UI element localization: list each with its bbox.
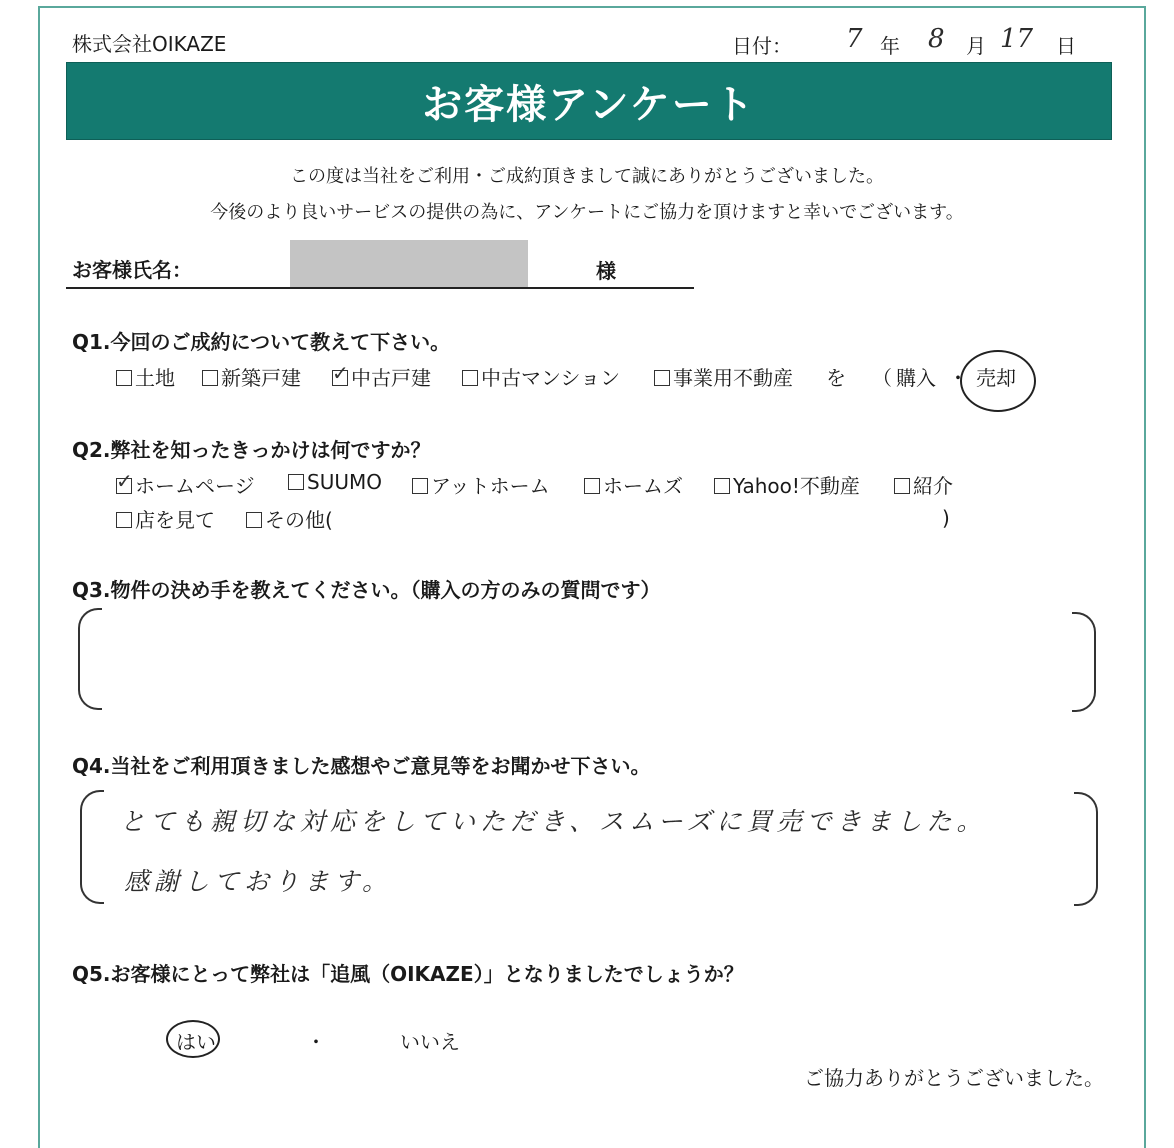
page-title: お客様アンケート — [422, 81, 756, 128]
q2-option-yahoo[interactable]: Yahoo!不動産 — [714, 470, 860, 499]
q2-option-store[interactable]: 店を見て — [116, 504, 215, 533]
q1-question: Q1.今回のご成約について教えて下さい。 — [72, 330, 451, 354]
date-year-unit: 年 — [880, 34, 900, 58]
checkbox[interactable] — [202, 370, 218, 386]
date-day-unit: 日 — [1056, 34, 1076, 58]
checkbox[interactable] — [462, 370, 478, 386]
q4-bracket-left — [80, 790, 104, 904]
q4-answer-line-1: とても親切な対応をしていただき、スムーズに買売できました。 — [120, 807, 987, 836]
q2-option-referral[interactable]: 紹介 — [894, 470, 953, 499]
q3-bracket-left — [78, 608, 102, 710]
q2-option-suumo[interactable]: SUUMO — [288, 470, 382, 494]
q1-sell[interactable]: 売却 — [976, 366, 1016, 390]
q1-buy[interactable]: 購入 — [896, 366, 936, 390]
date-month-value: 8 — [928, 24, 945, 54]
q4-question: Q4.当社をご利用頂きました感想やご意見等をお聞かせ下さい。 — [72, 754, 651, 778]
checkbox[interactable] — [116, 370, 132, 386]
q5-no[interactable]: いいえ — [400, 1030, 460, 1054]
q2-option-other[interactable]: その他( — [246, 504, 333, 533]
customer-name-suffix: 様 — [596, 259, 616, 283]
q1-separator: ・ — [948, 366, 968, 390]
date-year-value: 7 — [846, 24, 863, 54]
q4-bracket-right — [1074, 792, 1098, 906]
intro-line-2: 今後のより良いサービスの提供の為に、アンケートにご協力を頂けますと幸いでございます。 — [210, 202, 964, 223]
customer-name-redacted — [290, 240, 528, 288]
q5-yes-circle — [166, 1020, 220, 1058]
q3-bracket-right — [1072, 612, 1096, 712]
footer-thanks: ご協力ありがとうございました。 — [804, 1066, 1104, 1090]
date-month-unit: 月 — [966, 34, 986, 58]
q3-question: Q3.物件の決め手を教えてください。（購入の方のみの質問です） — [72, 578, 661, 602]
q2-other-close-paren: ) — [942, 506, 950, 530]
checkbox[interactable] — [116, 512, 132, 528]
q2-option-homepage[interactable]: ✓ ホームページ — [116, 469, 255, 498]
q5-separator: ・ — [306, 1030, 326, 1054]
q2-option-homes[interactable]: ホームズ — [584, 470, 683, 499]
q1-wo: を — [826, 366, 846, 390]
checkbox-checked[interactable] — [332, 361, 349, 386]
date-label: 日付： — [732, 34, 792, 58]
q1-sell-circle — [960, 350, 1036, 412]
q4-answer-line-2: 感謝しております。 — [124, 867, 393, 896]
checkmark-icon: ✓ — [332, 361, 349, 385]
q1-option-used-house[interactable]: ✓ 中古戸建 — [332, 361, 431, 390]
q1-open-paren: （ — [872, 366, 892, 390]
checkbox[interactable] — [894, 478, 910, 494]
q5-question: Q5.お客様にとって弊社は「追風（OIKAZE）」となりましたでしょうか？ — [72, 962, 744, 986]
checkbox[interactable] — [246, 512, 262, 528]
checkbox[interactable] — [584, 478, 600, 494]
title-banner — [66, 62, 1112, 140]
company-name: 株式会社OIKAZE — [72, 32, 227, 56]
q1-option-land[interactable]: 土地 — [116, 362, 175, 391]
date-day-value: 17 — [1000, 24, 1034, 54]
checkmark-icon: ✓ — [116, 469, 133, 493]
intro-line-1: この度は当社をご利用・ご成約頂きまして誠にありがとうございました。 — [290, 166, 884, 187]
checkbox[interactable] — [412, 478, 428, 494]
q2-question: Q2.弊社を知ったきっかけは何ですか？ — [72, 438, 431, 462]
q2-option-athome[interactable]: アットホーム — [412, 470, 550, 499]
checkbox[interactable] — [288, 474, 304, 490]
q1-option-used-condo[interactable]: 中古マンション — [462, 362, 620, 391]
customer-name-label: お客様氏名： — [72, 258, 192, 282]
q1-option-business-property[interactable]: 事業用不動産 — [654, 362, 793, 391]
customer-name-underline — [66, 287, 694, 289]
q1-option-new-house[interactable]: 新築戸建 — [202, 362, 301, 391]
checkbox[interactable] — [714, 478, 730, 494]
checkbox[interactable] — [654, 370, 670, 386]
q5-yes[interactable]: はい — [176, 1030, 216, 1054]
checkbox-checked[interactable] — [116, 469, 133, 494]
